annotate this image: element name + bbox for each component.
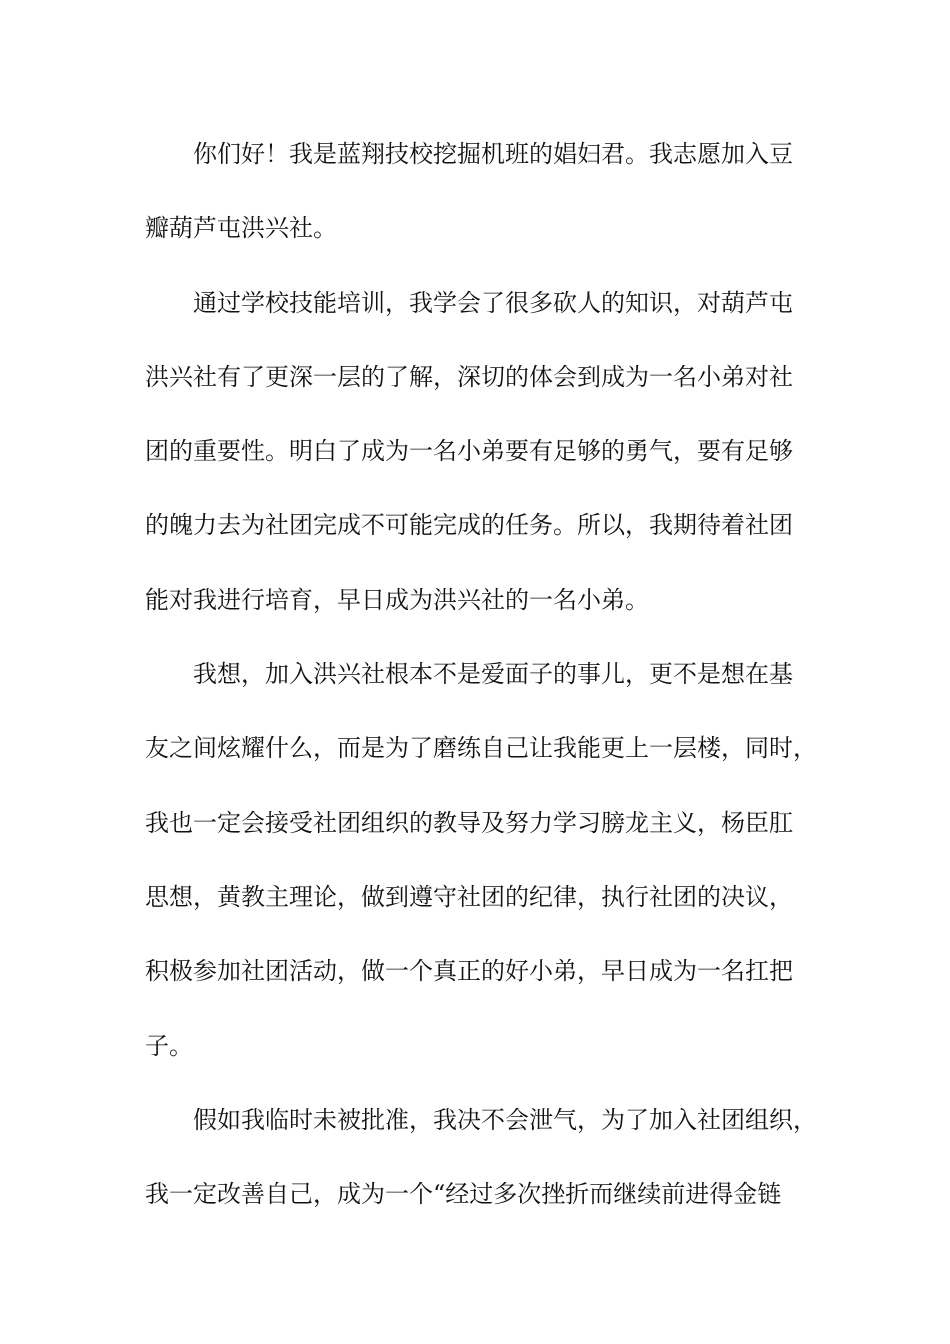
paragraph-3-line-3: 我也一定会接受社团组织的教导及努力学习膀龙主义，杨臣肛: [145, 809, 793, 837]
paragraph-1-line-1: 你们好！我是蓝翔技校挖掘机班的娼妇君。我志愿加入豆: [193, 140, 793, 168]
paragraph-2-line-4: 的魄力去为社团完成不可能完成的任务。所以，我期待着社团: [145, 511, 793, 539]
paragraph-4-line-2: 我一定改善自己，成为一个“经过多次挫折而继续前进得金链: [145, 1180, 782, 1208]
paragraph-2-line-3: 团的重要性。明白了成为一名小弟要有足够的勇气，要有足够: [145, 437, 793, 465]
paragraph-2-line-5: 能对我进行培育，早日成为洪兴社的一名小弟。: [145, 586, 649, 614]
paragraph-3-line-5: 积极参加社团活动，做一个真正的好小弟，早日成为一名扛把: [145, 957, 793, 985]
paragraph-3-line-6: 子。: [145, 1032, 193, 1060]
paragraph-3-line-4: 思想，黄教主理论，做到遵守社团的纪律，执行社团的决议，: [145, 883, 793, 911]
paragraph-2-line-1: 通过学校技能培训，我学会了很多砍人的知识，对葫芦屯: [193, 289, 793, 317]
paragraph-4-line-1: 假如我临时未被批准，我决不会泄气，为了加入社团组织，: [193, 1106, 817, 1134]
paragraph-3-line-2: 友之间炫耀什么，而是为了磨练自己让我能更上一层楼，同时，: [145, 734, 817, 762]
paragraph-1-line-2: 瓣葫芦屯洪兴社。: [145, 214, 337, 242]
paragraph-3-line-1: 我想，加入洪兴社根本不是爱面子的事儿，更不是想在基: [193, 660, 793, 688]
paragraph-2-line-2: 洪兴社有了更深一层的了解，深切的体会到成为一名小弟对社: [145, 363, 793, 391]
